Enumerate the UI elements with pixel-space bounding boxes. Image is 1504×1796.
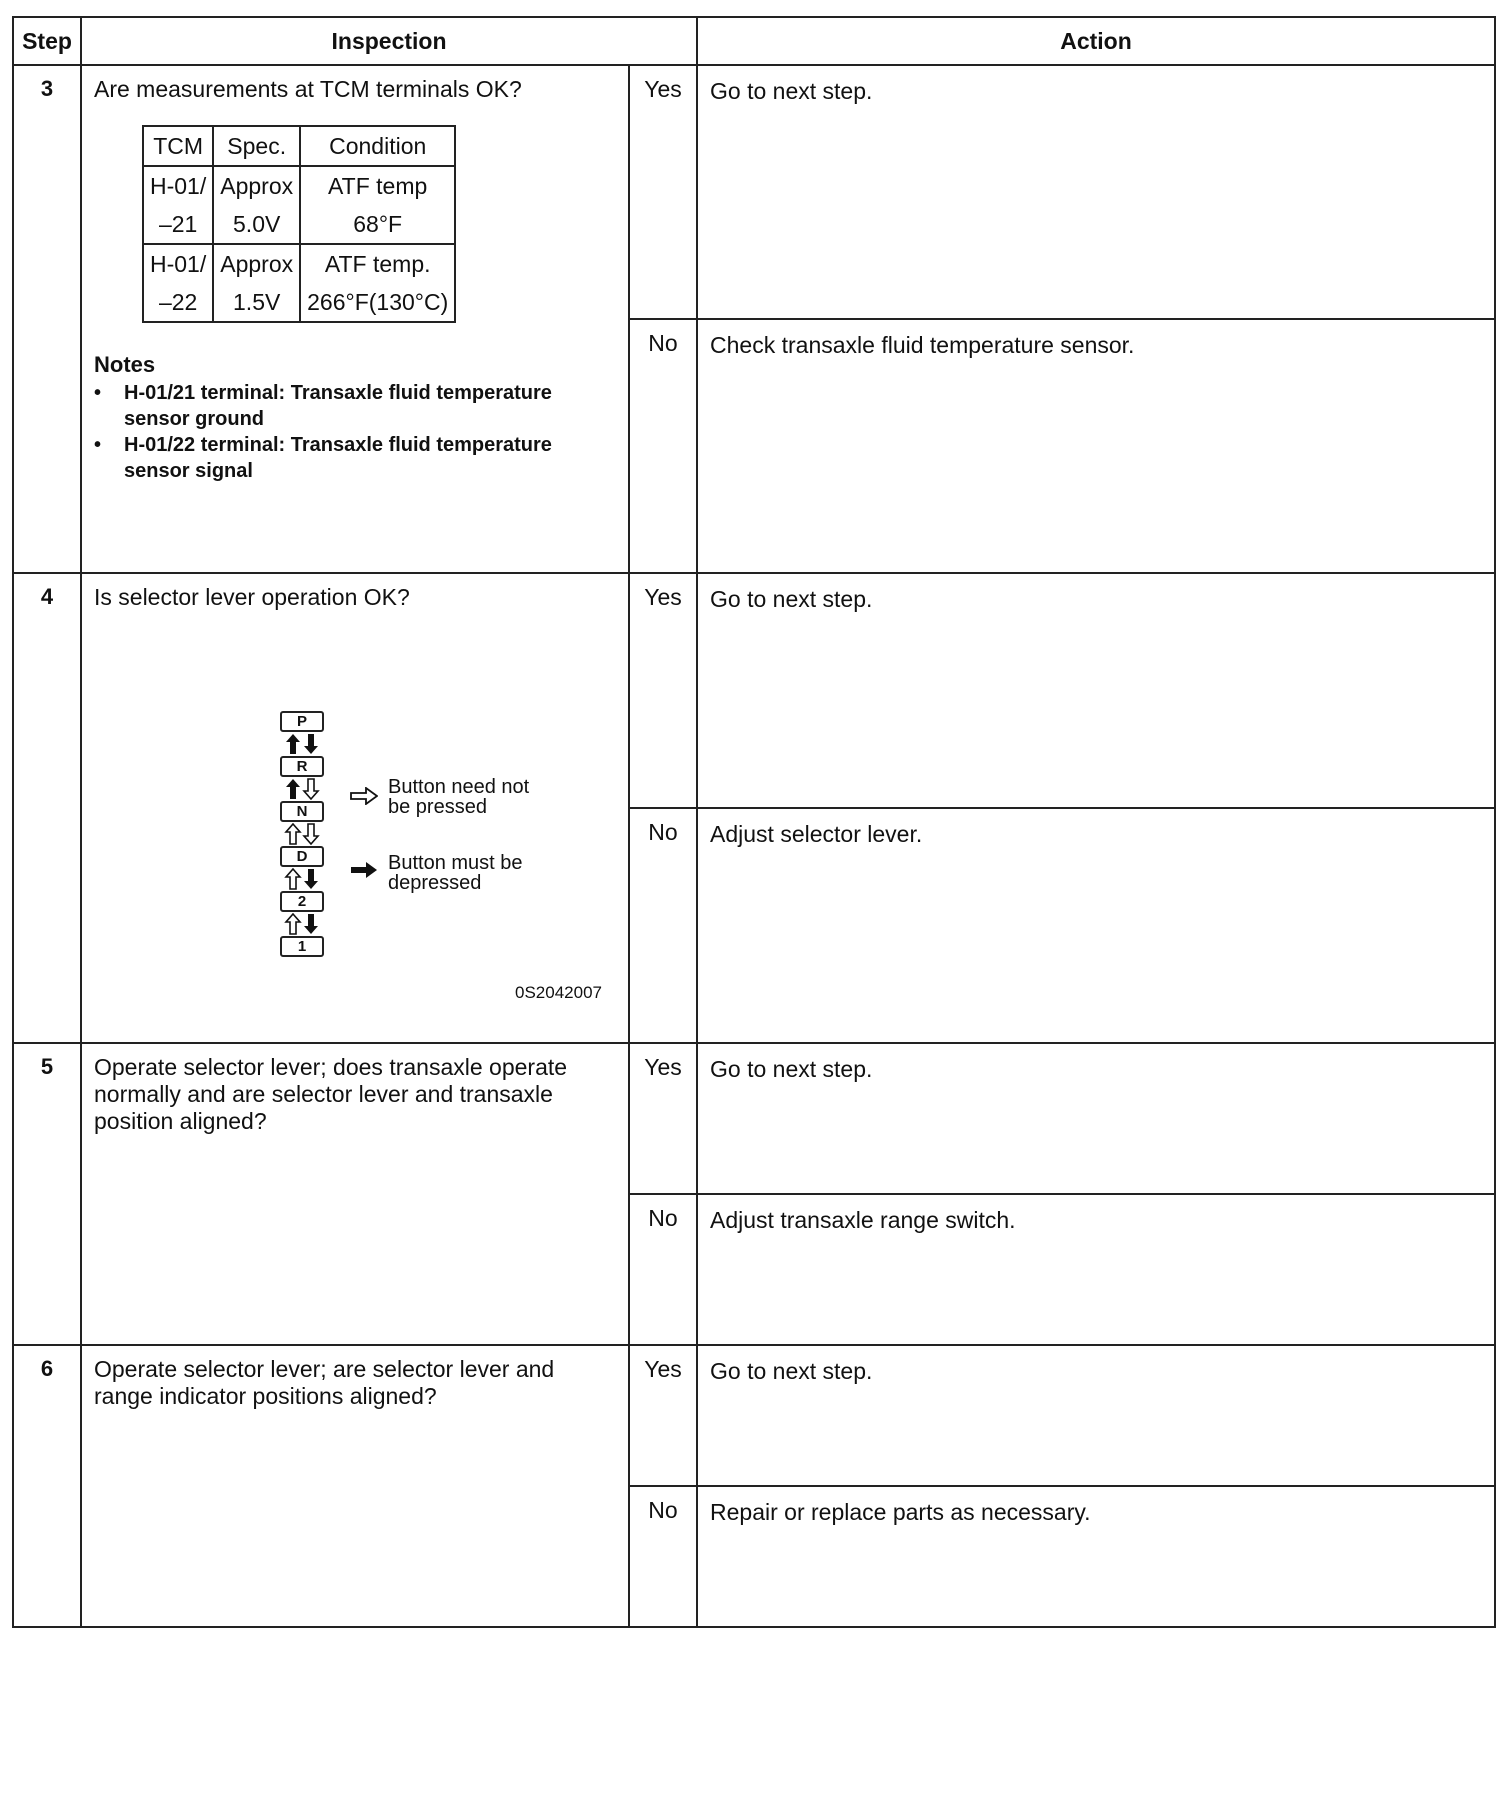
lever-positions [280,711,324,957]
position-d: D [280,846,324,867]
yes-action: Go to next step. [697,65,1495,319]
question-text: Operate selector lever; are selector lever and range indicator positions aligned? [94,1356,555,1409]
spec-row [143,283,455,322]
open-arrow-icon [350,787,378,805]
solid-arrow-icon [350,861,378,879]
arrow-pair-solid-open-icon [280,777,324,801]
position-r: R [280,756,324,777]
header-step: Step [13,17,81,65]
yes-label: Yes [629,65,697,319]
inspection-cell [81,65,629,573]
legend-open-text [388,777,529,817]
yes-label: Yes [629,1043,697,1194]
legend-solid-line: depressed [388,872,482,894]
step-number: 3 [13,65,81,573]
arrow-pair-open-open-icon [280,822,324,846]
spec-header-spec: Spec. [213,126,300,166]
header-row [13,17,1495,65]
spec-value: 1.5V [213,283,300,322]
spec-tcm: –21 [143,205,213,244]
step-3-yes-row [13,65,1495,319]
spec-header-row [143,126,455,166]
header-action: Action [697,17,1495,65]
step-5-yes-row [13,1043,1495,1194]
spec-table [142,125,456,323]
inspection-cell [81,573,629,1043]
step-number: 5 [13,1043,81,1345]
position-n: N [280,801,324,822]
yes-label: Yes [629,573,697,808]
notes-title: Notes [94,352,156,377]
no-label: No [629,319,697,573]
figure-id: 0S2042007 [515,983,602,1002]
spec-header-tcm: TCM [143,126,213,166]
step-number: 6 [13,1345,81,1627]
spec-condition: 68°F [300,205,455,244]
note-item: • H-01/21 terminal: Transaxle fluid temperature sensor ground [94,380,616,432]
step-4-yes-row [13,573,1495,808]
yes-label: Yes [629,1345,697,1486]
legend-open-line: Button need not [388,776,530,798]
position-2: 2 [280,891,324,912]
arrow-pair-open-solid-icon [280,912,324,936]
no-label: No [629,1486,697,1627]
no-action: Adjust selector lever. [697,808,1495,1043]
legend-solid-line: Button must be [388,852,523,874]
question-text: Is selector lever operation OK? [94,584,410,610]
spec-row [143,205,455,244]
no-label: No [629,808,697,1043]
troubleshooting-table [12,16,1496,1628]
spec-value: Approx [213,244,300,283]
selector-lever-diagram [94,611,616,1031]
header-inspection: Inspection [81,17,697,65]
question-text: Are measurements at TCM terminals OK? [94,76,522,102]
spec-tcm: H-01/ [143,166,213,205]
no-action: Check transaxle fluid temperature sensor. [697,319,1495,573]
no-label: No [629,1194,697,1345]
yes-action: Go to next step. [697,573,1495,808]
spec-tcm: H-01/ [143,244,213,283]
yes-action: Go to next step. [697,1043,1495,1194]
notes-list [94,380,616,484]
no-action: Repair or replace parts as necessary. [697,1486,1495,1627]
spec-value: Approx [213,166,300,205]
inspection-cell [81,1043,629,1345]
no-action: Adjust transaxle range switch. [697,1194,1495,1345]
position-p: P [280,711,324,732]
spec-tcm: –22 [143,283,213,322]
spec-header-condition: Condition [300,126,455,166]
spec-row [143,244,455,283]
inspection-cell [81,1345,629,1627]
legend-open-line: be pressed [388,796,487,818]
spec-condition: 266°F(130°C) [300,283,455,322]
note-item: • H-01/22 terminal: Transaxle fluid temperature sensor signal [94,432,616,484]
arrow-pair-solid-solid-icon [280,732,324,756]
spec-condition: ATF temp [300,166,455,205]
question-text: Operate selector lever; does transaxle operate normally and are selector lever and transaxle position aligned? [94,1054,568,1134]
legend-solid-text [388,853,523,893]
position-1: 1 [280,936,324,957]
spec-condition: ATF temp. [300,244,455,283]
spec-row [143,166,455,205]
arrow-pair-open-solid-icon [280,867,324,891]
spec-value: 5.0V [213,205,300,244]
step-6-yes-row [13,1345,1495,1486]
yes-action: Go to next step. [697,1345,1495,1486]
step-number: 4 [13,573,81,1043]
